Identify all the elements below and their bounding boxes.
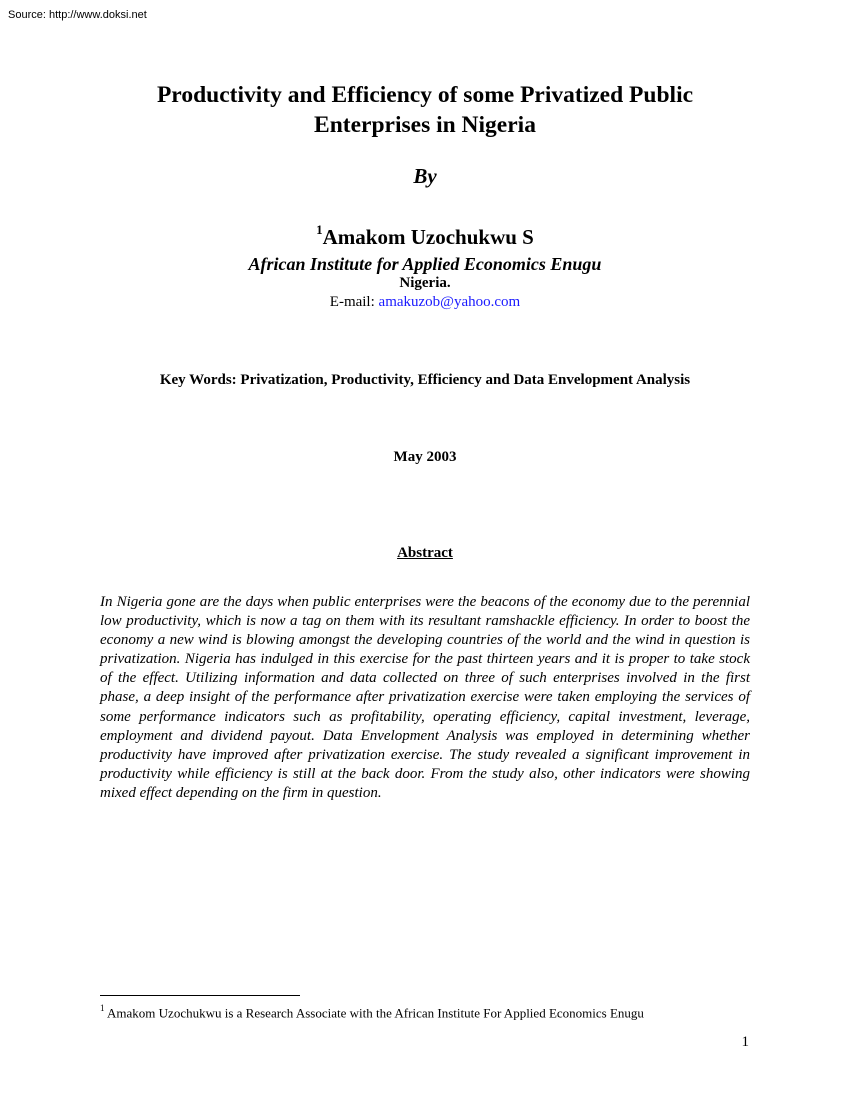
keywords: Key Words: Privatization, Productivity, Efficiency and Data Envelopment Analysis [159,372,691,388]
abstract-body: In Nigeria gone are the days when public enterprises were the beacons of the economy due to the perennial low productivity, which is now a tag on them with its resultant ramshackle efficiency. In order to boost the economy a new wind is blowing amongst the developing countries of the world and the wind in question is privatization. Nigeria has indulged in this exercise for the past thirteen years and it is proper to take stock of the effect. Utilizing information and data collected on three of such enterprises involved in the first phase, a deep insight of the performance after privatization exercise were taken employing the services of some performance indicators such as profitability, operating efficiency, capital investment, leverage, employment and dividend payout. Data Envelopment Analysis was employed in determining whether productivity have improved after privatization exercise. The study revealed a significant improvement in productivity while efficiency is still at the back door. From the study also, other indicators were showing mixed effect depending on the firm in question. [100,594,750,801]
author-footnote-mark: 1 [316,222,323,237]
paper-title: Productivity and Efficiency of some Privatized Public Enterprises in Nigeria [156,82,694,138]
author-name [100,224,750,250]
footnote [100,1004,780,1021]
author-country: Nigeria. [399,275,451,291]
footnote-mark: 1 [100,1003,105,1013]
page-number: 1 [741,1034,749,1050]
email-label: E-mail: [329,294,379,310]
author-email [100,294,750,311]
abstract-heading: Abstract [397,545,453,561]
footnote-divider [100,995,300,996]
email-link[interactable]: amakuzob@yahoo.com [378,294,521,310]
by-label: By [413,164,437,188]
author-name-text: Amakom Uzochukwu S [322,225,534,249]
publication-date: May 2003 [393,449,457,465]
author-institute: African Institute for Applied Economics Enugu [248,254,602,274]
footnote-text: Amakom Uzochukwu is a Research Associate with the African Institute For Applied Economics Enugu [104,1005,644,1021]
source-url: Source: http://www.doksi.net [8,9,147,21]
